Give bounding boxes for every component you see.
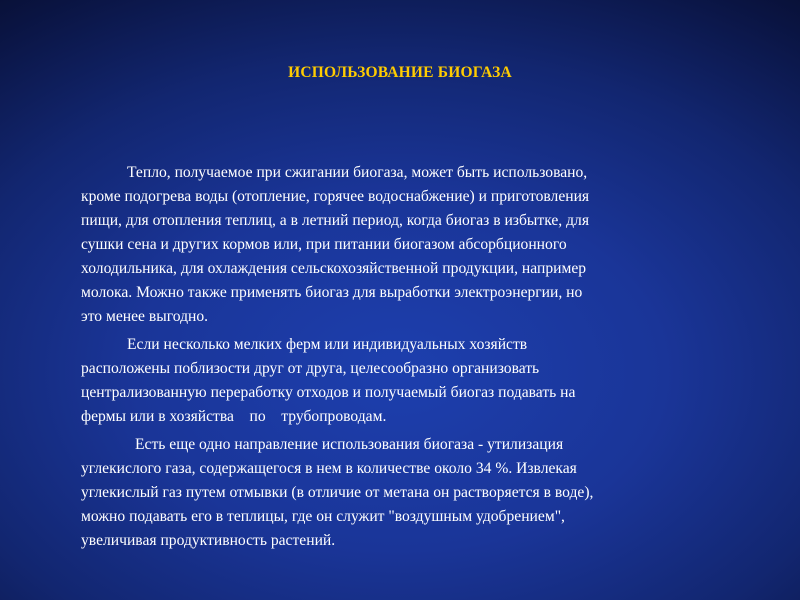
text-line: расположены поблизости друг от друга, целесообразно организовать	[81, 360, 540, 377]
text-line: пищи, для отопления теплиц, а в летний период, когда биогаз в избытке, для	[81, 212, 589, 229]
text-line: молока. Можно также применять биогаз для выработки электроэнергии, но	[81, 284, 583, 301]
text-line: фермы или в хозяйства по трубопроводам.	[81, 408, 387, 425]
slide-body	[81, 161, 761, 557]
text-line: углекислого газа, содержащегося в нем в количестве около 34 %. Извлекая	[81, 460, 577, 477]
text-line: холодильника, для охлаждения сельскохозяйственной продукции, например	[81, 260, 587, 277]
text-line: это менее выгодно.	[81, 308, 209, 325]
text-line: углекислый газ путем отмывки (в отличие от метана он растворяется в воде),	[81, 484, 594, 501]
text-line: кроме подогрева воды (отопление, горячее водоснабжение) и приготовления	[81, 188, 590, 205]
text-line: Есть еще одно направление использования биогаза - утилизация	[135, 436, 564, 453]
text-line: Если несколько мелких ферм или индивидуальных хозяйств	[127, 336, 528, 353]
text-line: можно подавать его в теплицы, где он служит "воздушным удобрением",	[81, 508, 565, 525]
paragraph-3	[81, 433, 761, 553]
text-line: централизованную переработку отходов и получаемый биогаз подавать на	[81, 384, 576, 401]
text-line: Тепло, получаемое при сжигании биогаза, может быть использовано,	[127, 164, 588, 181]
text-line: увеличивая продуктивность растений.	[81, 532, 336, 549]
slide-title: ИСПОЛЬЗОВАНИЕ БИОГАЗА	[288, 64, 512, 81]
paragraph-2	[81, 333, 761, 429]
paragraph-1	[81, 161, 761, 329]
text-line: сушки сена и других кормов или, при питании биогазом абсорбционного	[81, 236, 567, 253]
